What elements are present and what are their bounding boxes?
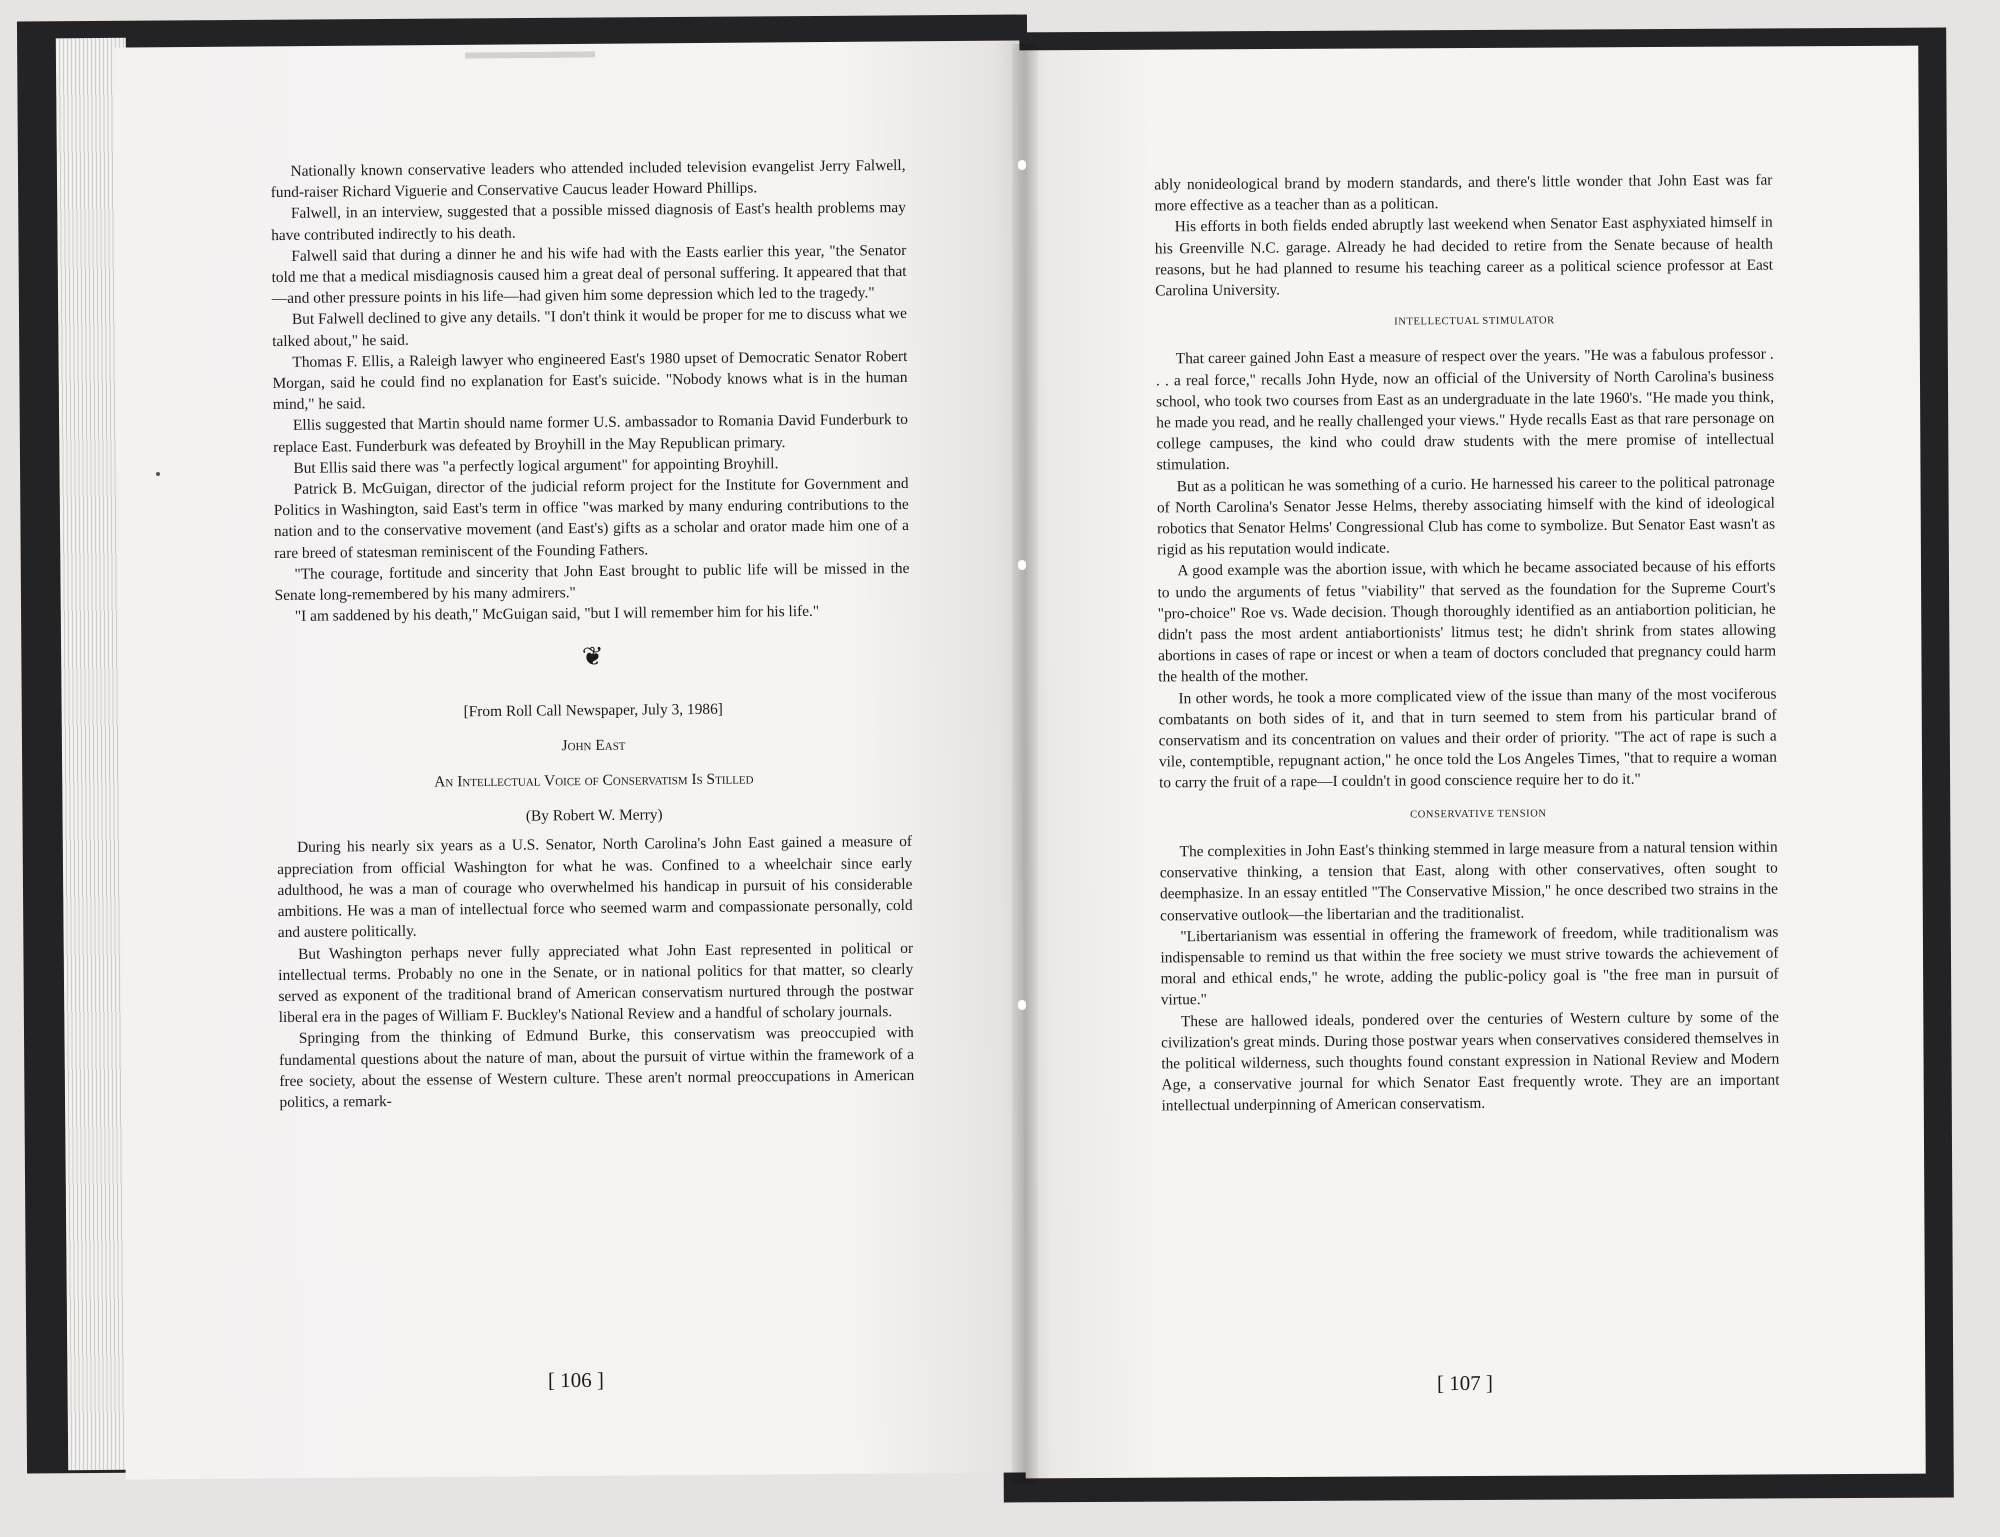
page-speck — [156, 472, 160, 476]
paragraph: That career gained John East a measure of respect over the years. "He was a fabulous professor . . . a real force," recalls John Hyde, now an official of the University of North Carolina's business school, who took two courses from East as an undergraduate in the late 1960's. "He made you think, he made you read, and he really challenged your views." Hyde recalls East as that rare personage on college campuses, the kind who could draw students with the mere promise of intellectual stimulation. — [1155, 346, 1775, 474]
paragraph: Ellis suggested that Martin should name former U.S. ambassador to Romania David Funderburk to replace East. Funderburk was defeated by Broyhill in the May Republican primary. — [273, 411, 909, 456]
paragraph: His efforts in both fields ended abruptly last weekend when Senator East asphyxiated himself in his Greenville N.C. garage. Already he had decided to retire from the Senate because of health reasons, but he had planned to resume his teaching career as a political science professor at East Carolina University. — [1154, 213, 1774, 300]
section-heading: CONSERVATIVE TENSION — [1410, 808, 1547, 821]
ornament-glyph: ❦ — [581, 642, 604, 672]
paragraph: During his nearly six years as a U.S. Senator, North Carolina's John East gained a measure of appreciation from official Washington for what he was. Confined to a wheelchair since early adulthood, he was a man of courage who overwhelmed his handicap in pursuit of his considerable ambitions. He was a man of intellectual force who seemed warm and compassionate personally, cold and austere politically. — [277, 833, 913, 942]
paragraph: Nationally known conservative leaders who attended included television evangelist Jerry Falwell, fund-raiser Richard Viguerie and Conservative Caucus leader Howard Phillips. — [270, 156, 906, 202]
page-top-mark — [465, 51, 595, 58]
article-title: An Intellectual Voice of Conservatism Is Stilled — [434, 770, 754, 791]
paragraph: But Falwell declined to give any details. "I don't think it would be proper for me to discuss what we talked about," he said. — [272, 305, 908, 350]
page-number: [ 107 ] — [1436, 1370, 1494, 1396]
paragraph: Falwell said that during a dinner he and his wife had with the Easts earlier this year, "the Senator told me that a medical misdiagnosis caused him a great deal of personal suffering. It appeared that that—and other pressure points in his life—had given him some depression which led to the tragedy." — [271, 241, 907, 308]
section-heading: INTELLECTUAL STIMULATOR — [1394, 315, 1555, 328]
paragraph: Thomas F. Ellis, a Raleigh lawyer who engineered East's 1980 upset of Democratic Senator Robert Morgan, said he could find no explanation for East's suicide. "Nobody knows what is in the human mind," he said. — [272, 347, 908, 414]
paragraph: Patrick B. McGuigan, director of the judicial reform project for the Institute for Government and Politics in Washington, said East's term in office "was marked by many enduring contributions to the nation and to the conservative movement (and East's) gifts as a scholar and orator made him one of a rare breed of statesman reminiscent of the Founding Fathers. — [273, 475, 910, 562]
binding-notch — [1018, 160, 1026, 170]
paragraph: Falwell, in an interview, suggested that a possible missed diagnosis of East's health problems may have contributed indirectly to his death. — [271, 199, 907, 244]
paragraph: The complexities in John East's thinking stemmed in large measure from a natural tension within conservative thinking, a tension that East, along with other conservatives, often sought to deemphasize. In an essay entitled "The Conservative Mission," he once described two strains in the conservative outlook—the libertarian and the traditionalist. — [1159, 838, 1779, 924]
binding-notch — [1018, 1000, 1026, 1010]
right-page-text — [1154, 170, 1779, 1117]
paragraph: But as a politican he was something of a curio. He harnessed his career to the political patronage of North Carolina's Senator Jesse Helms, thereby associating himself with the kind of ideological robotics that Senator Helms' Congressional Club has come to symbolize. But Senator East wasn't as rigid as his reputation would indicate. — [1156, 473, 1776, 559]
page-number: [ 106 ] — [547, 1367, 605, 1393]
ornament-icon — [275, 643, 910, 674]
left-page-text — [270, 155, 914, 1113]
article-name: John East — [561, 736, 626, 755]
binding-notch — [1018, 560, 1026, 570]
paragraph: "I am saddened by his death," McGuigan said, "but I will remember him for his life." — [294, 603, 820, 626]
book-gutter — [1012, 44, 1038, 1484]
paragraph: In other words, he took a more complicated view of the issue than many of the most vociferous combatants on both sides of it, and that in turn seemed to stem from his particular brand of conservatism and its concentration on values and their order of priority. "The act of rape is such a vile, contemptible, repugnant action," he once told the Los Angeles Times, "that to require a woman to carry the fruit of a rape—I couldn't in good conscience require her to do it." — [1158, 685, 1777, 792]
paragraph: These are hallowed ideals, pondered over the centuries of Western culture by some of the civilization's great minds. During those postwar years when conservatives considered themselves in the political wilderness, such thoughts found constant expression in National Review and Modern Age, a conservative journal for which Senator East frequently wrote. They are an important intellectual underpinning of American conservatism. — [1161, 1008, 1780, 1115]
byline: (By Robert W. Merry) — [525, 806, 663, 825]
paragraph: A good example was the abortion issue, with which he became associated because of his efforts to undo the arguments of fetus "viability" that served as the foundation for the Supreme Court's "pro-choice" Roe vs. Wade decision. Though thoroughly identified as an antiabortion politician, he didn't pass the most ardent antiabortionists' litmus test; he didn't shrink from states allowing abortions in cases of rape or incest or when a team of doctors concluded that pregnancy could harm the health of the mother. — [1157, 558, 1777, 686]
source-line: [From Roll Call Newspaper, July 3, 1986] — [463, 700, 723, 720]
paragraph: ably nonideological brand by modern standards, and there's little wonder that John East was far more effective as a teacher than as a politican. — [1154, 171, 1773, 215]
paragraph: "The courage, fortitude and sincerity that John East brought to public life will be missed in the Senate long-remembered by his many admirers." — [274, 559, 910, 605]
paragraph: But Ellis said there was "a perfectly logical argument" for appointing Broyhill. — [293, 455, 779, 477]
paragraph: "Libertarianism was essential in offering the framework of freedom, while traditionalism was indispensable to remind us that within the free society we must strive towards the achievement of moral and ethical ends," he wrote, adding the public-policy goal is "the free man in pursuit of virtue." — [1160, 923, 1779, 1009]
paragraph: Springing from the thinking of Edmund Burke, this conservatism was preoccupied with fundamental questions about the nature of man, about the pursuit of virtue within the framework of a free society, about the essense of Western culture. These aren't normal preoccupations in American politics, a remark- — [278, 1024, 915, 1111]
paragraph: But Washington perhaps never fully appreciated what John East represented in political or intellectual terms. Probably no one in the Senate, or in national politics for that matter, so clearly served as exponent of the traditional brand of American conservatism nurtured through the postwar liberal era in the pages of William F. Buckley's National Review and a handful of scholary journals. — [278, 939, 914, 1027]
